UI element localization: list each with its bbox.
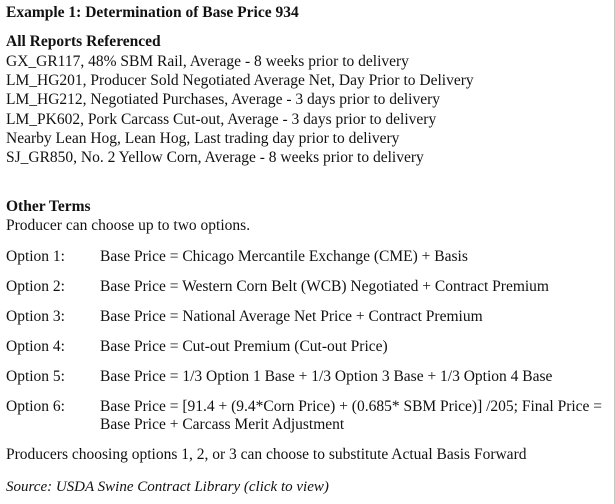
option-text: Base Price = Chicago Mercantile Exchange (CME) + Basis xyxy=(100,248,468,265)
option-text: Base Price = National Average Net Price + Contract Premium xyxy=(100,308,483,325)
footer-note: Producers choosing options 1, 2, or 3 can choose to substitute Actual Basis Forward xyxy=(6,446,527,463)
option-text-continued: Base Price + Carcass Merit Adjustment xyxy=(100,416,345,433)
option-label: Option 5: xyxy=(6,368,65,385)
option-label: Option 6: xyxy=(6,398,65,415)
option-label: Option 3: xyxy=(6,308,65,325)
page-title: Example 1: Determination of Base Price 934 xyxy=(6,4,299,21)
other-terms-intro: Producer can choose up to two options. xyxy=(6,217,251,234)
report-item: GX_GR117, 48% SBM Rail, Average - 8 weeks prior to delivery xyxy=(6,53,409,70)
reports-list xyxy=(6,52,474,167)
report-item: LM_HG212, Negotiated Purchases, Average - 3 days prior to delivery xyxy=(6,91,441,109)
option-label: Option 1: xyxy=(6,248,65,265)
report-item: LM_PK602, Pork Carcass Cut-out, Average - 3 days prior to delivery xyxy=(6,110,437,128)
option-text: Base Price = Western Corn Belt (WCB) Negotiated + Contract Premium xyxy=(100,278,549,295)
other-terms-heading: Other Terms xyxy=(6,198,91,215)
option-text: Base Price = Cut-out Premium (Cut-out Price) xyxy=(100,338,388,355)
report-item: LM_HG201, Producer Sold Negotiated Average Net, Day Prior to Delivery xyxy=(6,72,474,90)
reports-heading: All Reports Referenced xyxy=(6,33,161,50)
report-item: SJ_GR850, No. 2 Yellow Corn, Average - 8 weeks prior to delivery xyxy=(6,149,424,167)
option-label: Option 2: xyxy=(6,278,65,295)
report-item: Nearby Lean Hog, Lean Hog, Last trading day prior to delivery xyxy=(6,129,400,147)
option-text: Base Price = 1/3 Option 1 Base + 1/3 Option 3 Base + 1/3 Option 4 Base xyxy=(100,368,553,385)
option-text: Base Price = [91.4 + (9.4*Corn Price) + (0.685* SBM Price)] /205; Final Price = xyxy=(100,398,603,415)
source-link[interactable]: Source: USDA Swine Contract Library (click to view) xyxy=(6,479,329,495)
option-label: Option 4: xyxy=(6,338,65,355)
